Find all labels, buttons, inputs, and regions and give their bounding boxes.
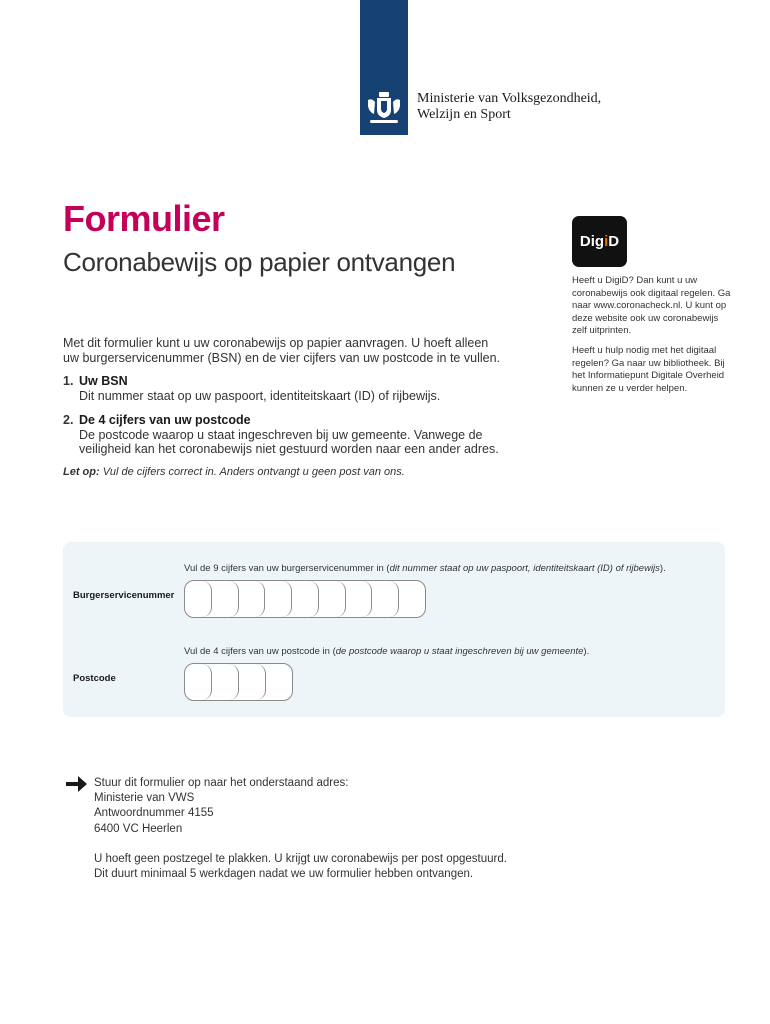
ministry-line2: Welzijn en Sport [417,107,511,122]
bsn-digit-box[interactable] [372,581,399,617]
address-number: Antwoordnummer 4155 [94,807,214,820]
list-number: 1. [63,374,74,388]
bsn-digit-box[interactable] [212,581,239,617]
bsn-digit-box[interactable] [239,581,266,617]
bsn-instruction [184,563,666,574]
digid-info-text: Heeft u DigiD? Dan kunt u uw coronabewijs ook digitaal regelen. Ga naar www.coronacheck.nl. U kunt op deze website ook uw coronabewijs zelf uitprinten. [572,275,731,337]
postcode-input-group [184,663,293,701]
bsn-input-group [184,580,426,618]
digid-logo [572,216,627,267]
intro-text: Met dit formulier kunt u uw coronabewijs op papier aanvragen. U hoeft alleen uw burgerservicenummer (BSN) en de vier cijfers van uw postcode in te vullen. [63,336,500,365]
page-subtitle: Coronabewijs op papier ontvangen [63,247,456,277]
note-text: Vul de cijfers correct in. Anders ontvangt u geen post van ons. [99,466,405,478]
digid-logo-i: i [604,233,609,250]
bsn-digit-box[interactable] [185,581,212,617]
ministry-line1: Ministerie van Volksgezondheid, [417,91,602,106]
postcode-digit-box[interactable] [212,664,239,700]
bsn-label: Burgerservicenummer [73,590,175,601]
postcode-digit-box[interactable] [266,664,292,700]
note-label: Let op: [63,466,100,478]
closing-line2: Dit duurt minimaal 5 werkdagen nadat we uw formulier hebben ontvangen. [94,868,474,881]
warning-note [63,466,405,478]
closing-text [94,852,507,882]
ministry-name [417,91,601,123]
list-item [63,413,519,457]
list-item-title: De 4 cijfers van uw postcode [79,413,251,427]
list-item-text: De postcode waarop u staat ingeschreven bij uw gemeente. Vanwege de veiligheid kan het coronabewijs niet gestuurd worden naar een ander adres. [79,427,499,457]
bsn-hint: dit nummer staat op uw paspoort, identiteitskaart (ID) of rijbewijs [389,563,660,574]
list-item [63,374,519,403]
coat-of-arms-icon [362,88,406,128]
postcode-instruction-close: ). [583,646,590,657]
postcode-hint: de postcode waarop u staat ingeschreven bij uw gemeente [335,646,584,657]
bsn-digit-box[interactable] [319,581,346,617]
mailing-address [94,776,348,837]
digid-help-text: Heeft u hulp nodig met het digitaal regelen? Ga naar uw bibliotheek. Bij het Informatiepunt Digitale Overheid kunnen ze u verder helpen. [572,345,725,394]
postcode-instruction [184,646,589,657]
address-city: 6400 VC Heerlen [94,822,183,835]
digid-logo-suffix: D [608,233,620,250]
postcode-digit-box[interactable] [239,664,266,700]
arrow-right-icon [64,774,88,794]
address-recipient: Ministerie van VWS [94,792,195,805]
page-title: Formulier [63,198,225,239]
digid-logo-prefix: Dig [579,233,605,250]
bsn-digit-box[interactable] [399,581,425,617]
address-instruction: Stuur dit formulier op naar het onderstaand adres: [94,777,349,789]
postcode-label: Postcode [73,673,116,684]
postcode-instruction-text: Vul de 4 cijfers van uw postcode in ( [184,646,336,657]
list-item-title: Uw BSN [79,374,128,388]
postcode-digit-box[interactable] [185,664,212,700]
bsn-digit-box[interactable] [346,581,373,617]
bsn-instruction-close: ). [659,563,666,574]
bsn-instruction-text: Vul de 9 cijfers van uw burgerservicenummer in ( [184,563,390,574]
list-item-text: Dit nummer staat op uw paspoort, identiteitskaart (ID) of rijbewijs. [79,388,441,403]
list-number: 2. [63,413,74,427]
closing-line1: U hoeft geen postzegel te plakken. U krijgt uw coronabewijs per post opgestuurd. [94,853,507,865]
bsn-digit-box[interactable] [292,581,319,617]
bsn-digit-box[interactable] [265,581,292,617]
